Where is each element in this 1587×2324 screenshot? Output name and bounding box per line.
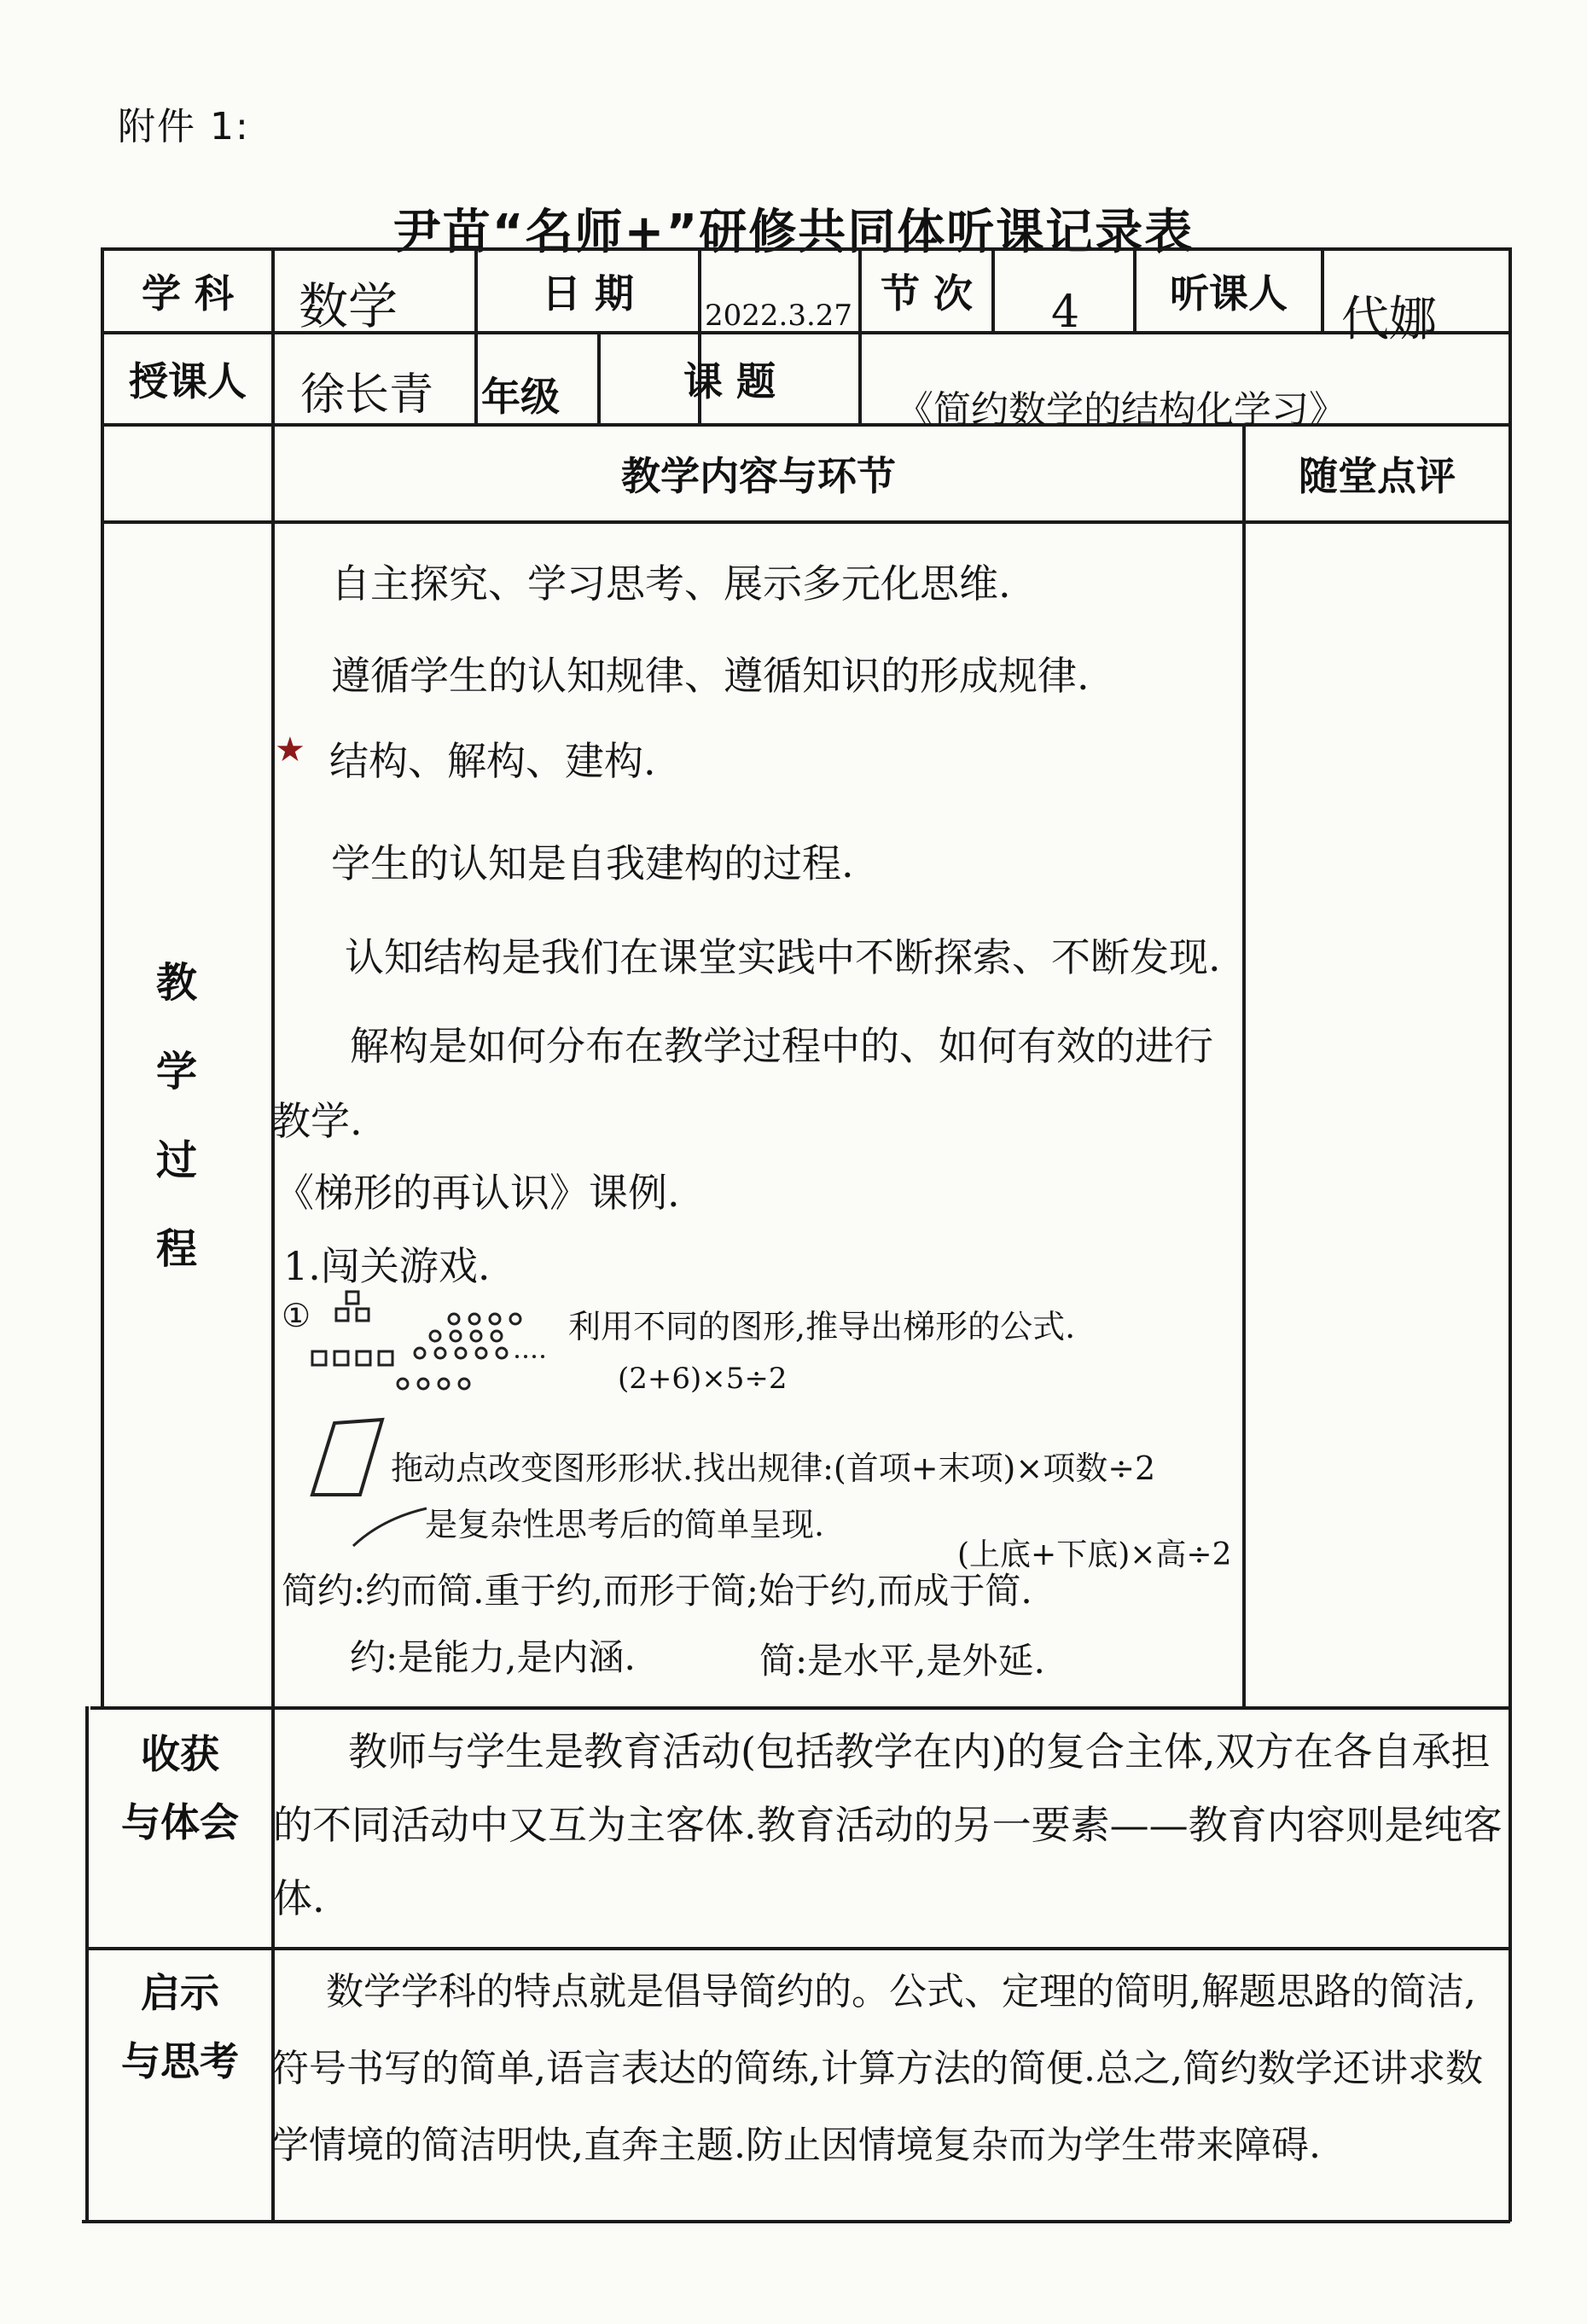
circle-shape (456, 1348, 466, 1358)
square-shape (336, 1309, 348, 1321)
process-line-15: 简:是水平,是外延. (759, 1640, 1045, 1682)
teacher-label: 授课人 (129, 358, 247, 404)
date-label: 日 期 (541, 270, 634, 317)
square-shape (334, 1351, 348, 1365)
insights-label-line-2: 与思考 (121, 2038, 239, 2084)
gains-text: 教师与学生是教育活动(包括教学在内)的复合主体,双方在各自承担的不同活动中又互为主客体.教育活动的另一要素——教育内容则是纯客体. (273, 1728, 1503, 1921)
process-line-14: 约:是能力,是内涵. (350, 1636, 636, 1678)
circle-one-marker: ① (282, 1297, 311, 1334)
topic-label: 课 题 (683, 358, 776, 404)
insights-label (89, 1959, 271, 2095)
process-line-10: 利用不同的图形,推导出梯形的公式. (568, 1308, 1076, 1345)
gains-label-line-1: 收获 (141, 1731, 219, 1777)
process-line-8: 《梯形的再认识》课例. (275, 1170, 680, 1216)
circle-shape (490, 1314, 500, 1324)
listener-label: 听课人 (1170, 270, 1288, 317)
circle-shape (449, 1314, 459, 1324)
table-border-bottom (82, 2220, 1510, 2223)
gains-label-line-2: 与体会 (121, 1799, 239, 1845)
square-shape (379, 1351, 392, 1365)
process-line-12: 是复杂性思考后的简单呈现. (425, 1506, 825, 1543)
table-col-divider (1242, 423, 1246, 1706)
process-line-6: 解构是如何分布在教学过程中的、如何有效的进行 (350, 1023, 1213, 1069)
circle-shape (398, 1379, 408, 1389)
square-shape (357, 1351, 370, 1365)
star-marker-icon: ★ (275, 730, 305, 770)
period-value: 4 (1051, 287, 1080, 338)
table-row-divider (101, 520, 1510, 524)
square-shape (357, 1309, 369, 1321)
table-border-right (1509, 247, 1512, 2222)
circle-shape (435, 1348, 445, 1358)
dot-shape (541, 1355, 544, 1358)
process-line-2: 遵循学生的认知规律、遵循知识的形成规律. (331, 653, 1090, 699)
pointer-line (352, 1502, 428, 1549)
process-line-3: 结构、解构、建构. (329, 738, 656, 784)
circle-shape (510, 1314, 520, 1324)
circle-shape (491, 1331, 502, 1341)
circles-group (398, 1314, 520, 1389)
shape-diagram (307, 1288, 555, 1399)
comment-column-header: 随堂点评 (1299, 453, 1456, 499)
parallelogram-icon (309, 1416, 386, 1498)
teacher-value: 徐长青 (300, 369, 434, 421)
circle-shape (430, 1331, 440, 1341)
circle-shape (415, 1348, 425, 1358)
process-line-11: 拖动点改变图形形状.找出规律:(首项+末项)×项数÷2 (391, 1450, 1156, 1487)
square-shape (312, 1351, 326, 1365)
process-line-4: 学生的认知是自我建构的过程. (331, 840, 854, 886)
date-value: 2022.3.27 (705, 299, 853, 333)
square-shape (346, 1292, 358, 1304)
dot-shape (515, 1355, 519, 1358)
circle-shape (418, 1379, 428, 1389)
process-line-1: 自主探究、学习思考、展示多元化思维. (331, 561, 1011, 607)
circle-shape (451, 1331, 461, 1341)
process-line-9: 1.闯关游戏. (283, 1243, 491, 1289)
ellipsis-dots (515, 1355, 544, 1358)
process-line-7: 教学. (271, 1098, 363, 1144)
squares-group (312, 1292, 392, 1365)
dot-shape (524, 1355, 527, 1358)
circle-shape (469, 1314, 480, 1324)
insights-text: 数学学科的特点就是倡导简约的。公式、定理的简明,解题思路的简洁,符号书写的简单,语言表达的简练,计算方法的简便.总之,简约数学还讲求数学情境的简洁明快,直奔主题.防止因情境复杂而为学生带来障碍. (271, 1970, 1483, 2167)
formula-2: (上底+下底)×高÷2 (957, 1537, 1232, 1572)
subject-label: 学 科 (141, 270, 234, 317)
circle-shape (471, 1331, 481, 1341)
circle-shape (476, 1348, 486, 1358)
period-label: 节 次 (880, 270, 973, 317)
form-title: 尹苗“名师+”研修共同体听课记录表 (392, 205, 1195, 260)
process-line-13: 简约:约而简.重于约,而形于简;始于约,而成于简. (282, 1570, 1032, 1612)
gains-label (89, 1720, 271, 1856)
content-column-header: 教学内容与环节 (621, 453, 896, 499)
circle-shape (439, 1379, 449, 1389)
table-row-divider (85, 1947, 1510, 1950)
circle-shape (459, 1379, 469, 1389)
listener-value: 代娜 (1341, 292, 1437, 347)
insights-label-line-1: 启示 (141, 1970, 219, 2016)
topic-value: 《简约数学的结构化学习》 (896, 388, 1346, 432)
subject-value: 数学 (299, 277, 398, 335)
table-row-divider (90, 1706, 1510, 1710)
circle-shape (497, 1348, 507, 1358)
attachment-label: 附件 1: (118, 105, 250, 148)
formula-1: (2+6)×5÷2 (618, 1362, 788, 1396)
process-label: 教学过程 (155, 959, 197, 1273)
dot-shape (532, 1355, 536, 1358)
grade-label: 年级 (481, 374, 560, 420)
process-line-5: 认知结构是我们在课堂实践中不断探索、不断发现. (345, 934, 1221, 980)
table-border-left (101, 247, 104, 1706)
table-col-divider (991, 247, 995, 331)
table-col-divider (1321, 247, 1324, 331)
